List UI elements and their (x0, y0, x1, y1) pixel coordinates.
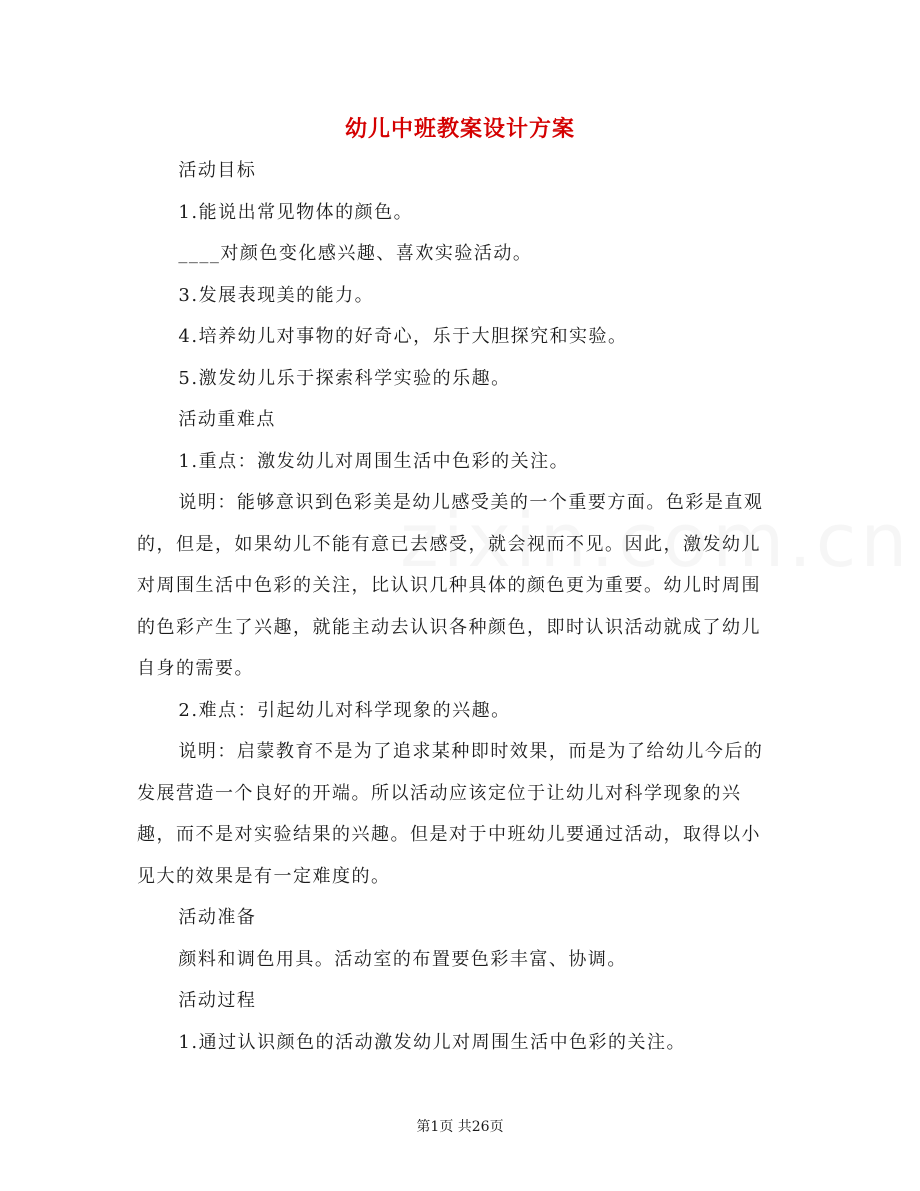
document-title: 幼儿中班教案设计方案 (344, 116, 575, 142)
paragraph: 3.发展表现美的能力。 (178, 284, 375, 306)
paragraph: 活动重难点 (178, 409, 276, 430)
paragraph: 2.难点：引起幼儿对科学现象的兴趣。 (178, 699, 511, 721)
paragraph: 1.能说出常见物体的颜色。 (178, 201, 414, 223)
document-body (137, 150, 777, 1063)
paragraph: 5.激发幼儿乐于探索科学实验的乐趣。 (178, 367, 511, 389)
paragraph: 说明：启蒙教育不是为了追求某种即时效果，而是为了给幼儿今后的发展营造一个良好的开端。所以活动应该定位于让幼儿对科学现象的兴趣，而不是对实验结果的兴趣。但是对于中班幼儿要通过活动，取得以小见大的效果是有一定难度的。 (137, 741, 764, 887)
paragraph: 说明：能够意识到色彩美是幼儿感受美的一个重要方面。色彩是直观的，但是，如果幼儿不能有意已去感受，就会视而不见。因此，激发幼儿对周围生活中色彩的关注，比认识几种具体的颜色更为重要。幼儿时周围的色彩产生了兴趣，就能主动去认识各种颜色，即时认识活动就成了幼儿自身的需要。 (137, 492, 764, 679)
paragraph: 活动目标 (178, 160, 257, 181)
page-footer: 第1页 共26页 (416, 1119, 504, 1135)
paragraph: 4.培养幼儿对事物的好奇心，乐于大胆探究和实验。 (178, 326, 628, 347)
paragraph: 活动准备 (178, 907, 257, 928)
paragraph: 1.通过认识颜色的活动激发幼儿对周围生活中色彩的关注。 (178, 1031, 687, 1053)
paragraph: 颜料和调色用具。活动室的布置要色彩丰富、协调。 (178, 948, 627, 970)
paragraph: ____对颜色变化感兴趣、喜欢实验活动。 (178, 243, 533, 264)
paragraph: 1.重点：激发幼儿对周围生活中色彩的关注。 (178, 450, 570, 472)
paragraph: 活动过程 (178, 990, 257, 1011)
